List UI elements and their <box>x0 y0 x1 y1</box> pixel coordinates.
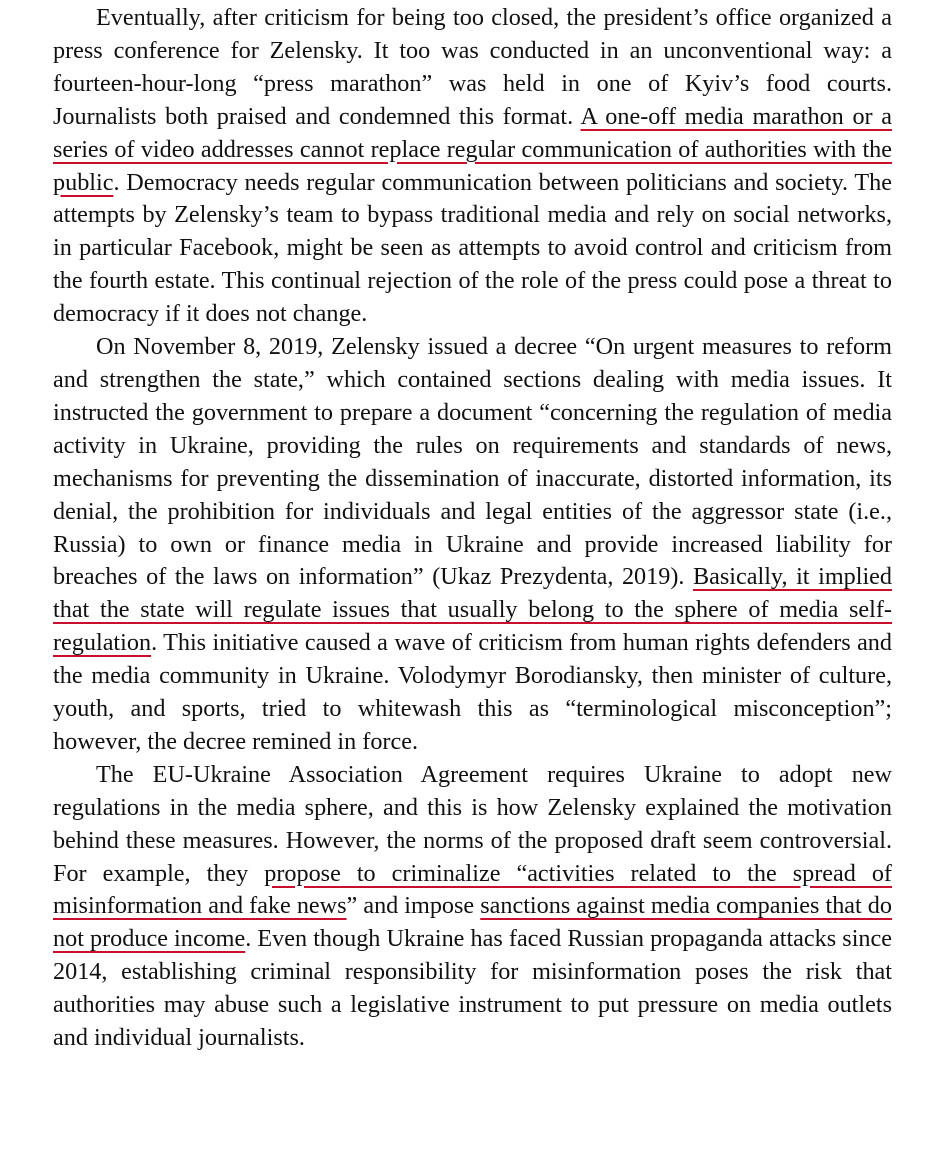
text-segment: The EU-Ukraine Association Agreement requires Ukraine to adopt new regulations in the media sphere, and this is how Zelensky explained the motivation behind these measures. However, the norms of the proposed draft seem controversial. For example, they <box>53 760 892 887</box>
text-segment: . This initiative caused a wave of criticism from human rights defenders and the media community in Ukraine. Volodymyr Borodiansky, then minister of culture, youth, and sports, tried to whitewash this as “terminological misconception”; however, the decree remined in force. <box>53 629 892 755</box>
text-segment: On November 8, 2019, Zelensky issued a decree “On urgent measures to reform and strengthen the state,” which contained sections dealing with media issues. It instructed the government to prepare a document “concerning the regulation of media activity in Ukraine, providing the rules on requirements and standards of news, mechanisms for preventing the dissemination of inaccurate, distorted information, its denial, the prohibition for individuals and legal entities of the aggressor state (i.e., Russia) to own or finance media in Ukraine and provide increased liability for breaches of the laws on information” (Ukaz Prezydenta, 2019). <box>53 333 892 591</box>
text-segment: . Democracy needs regular communication between politicians and society. The attempts by Zelensky’s team to bypass traditional media and rely on social networks, in particular Facebook, might be seen as attempts to avoid control and criticism from the fourth estate. This continual rejection of the role of the press could pose a threat to democracy if it does not change. <box>53 168 892 328</box>
text-segment: ” and impose <box>346 892 481 920</box>
highlighted-passage: Basically, it implied that the state will regulate issues that usually belong to the sphere of media self-regulation <box>53 563 892 657</box>
highlighted-passage: sanctions against media companies that do not produce income <box>53 892 892 953</box>
paragraph-decree <box>53 331 892 759</box>
paragraph-press-marathon <box>53 2 892 331</box>
highlighted-passage: A one-off media marathon or a series of video addresses cannot replace regular communication of authorities with the public <box>53 102 892 196</box>
paragraph-association-agreement <box>53 759 892 1055</box>
text-segment: . Even though Ukraine has faced Russian propaganda attacks since 2014, establishing criminal responsibility for misinformation poses the risk that authorities may abuse such a legislative instrument to put pressure on media outlets and individual journalists. <box>53 925 892 1052</box>
highlighted-passage: propose to criminalize “activities related to the spread of misinformation and fake news <box>53 859 892 920</box>
text-segment: Eventually, after criticism for being too closed, the president’s office organized a press conference for Zelensky. It too was conducted in an unconventional way: a fourteen-hour-long “press marathon” was held in one of Kyiv’s food courts. Journalists both praised and condemned this format. <box>53 4 892 130</box>
